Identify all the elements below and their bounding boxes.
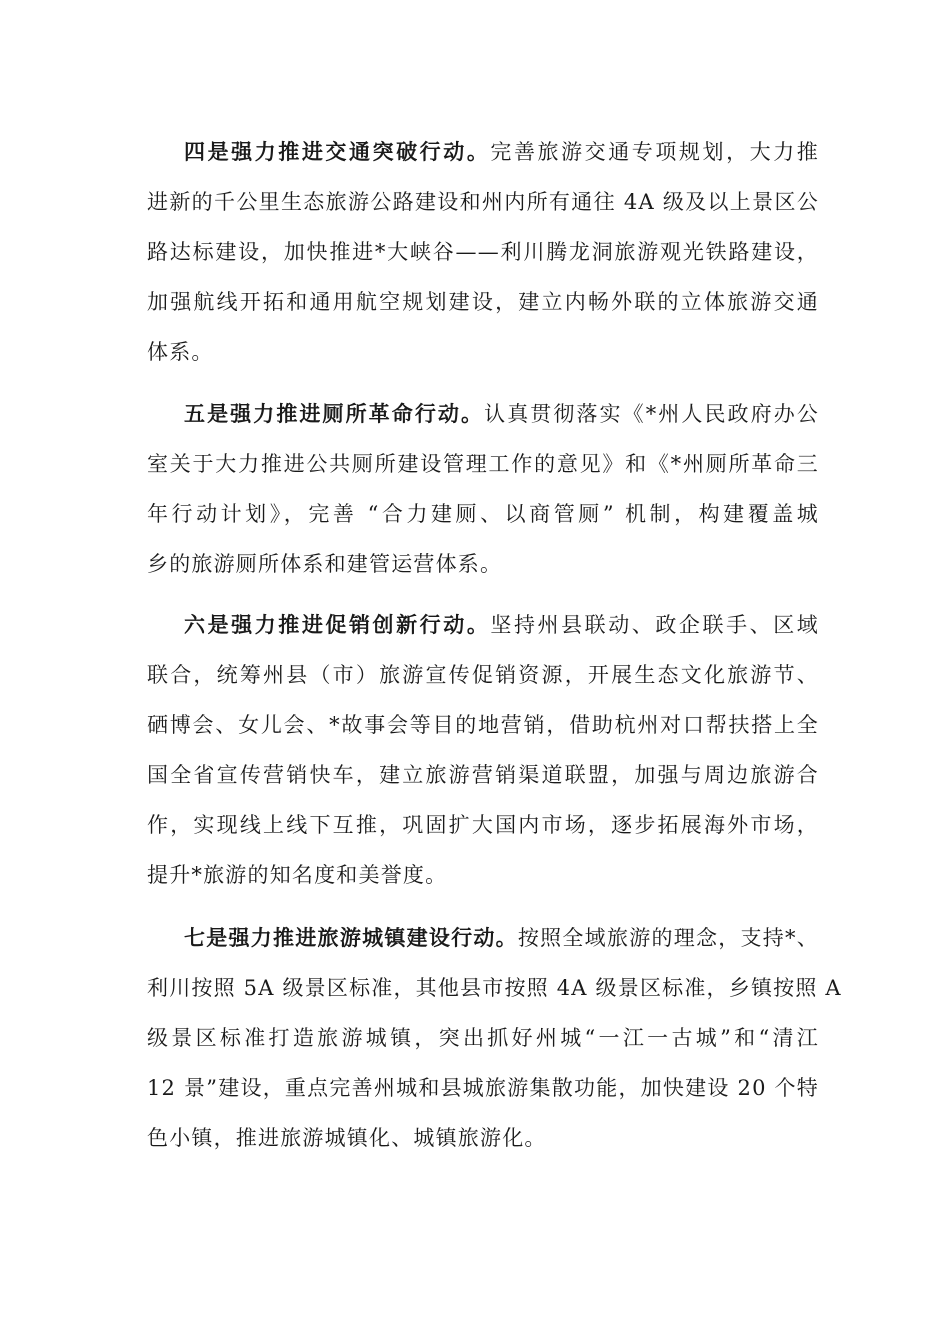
paragraph-line: 利川按照 5A 级景区标准，其他县市按照 4A 级景区标准，乡镇按照 A (147, 976, 842, 1000)
paragraph-line: 七是强力推进旅游城镇建设行动。按照全域旅游的理念，支持*、 (184, 925, 819, 950)
paragraph-line: 提升*旅游的知名度和美誉度。 (147, 863, 448, 887)
paragraph-line: 年行动计划》，完善 “合力建厕、以商管厕” 机制，构建覆盖城 (147, 502, 819, 526)
paragraph-line: 国全省宣传营销快车，建立旅游营销渠道联盟，加强与周边旅游合 (147, 763, 819, 787)
paragraph-line: 进新的千公里生态旅游公路建设和州内所有通往 4A 级及以上景区公 (147, 190, 819, 214)
paragraph-line: 作，实现线上线下互推，巩固扩大国内市场，逐步拓展海外市场， (147, 813, 819, 837)
paragraph-lead: 七是强力推进旅游城镇建设行动。 (184, 925, 518, 950)
paragraph-line: 室关于大力推进公共厕所建设管理工作的意见》和《*州厕所革命三 (147, 452, 819, 476)
paragraph-line: 加强航线开拓和通用航空规划建设，建立内畅外联的立体旅游交通 (147, 290, 819, 314)
paragraph-line: 12 景”建设，重点完善州城和县城旅游集散功能，加快建设 20 个特 (147, 1076, 819, 1100)
paragraph-line: 乡的旅游厕所体系和建管运营体系。 (147, 552, 503, 576)
paragraph-line: 硒博会、女儿会、*故事会等目的地营销，借助杭州对口帮扶搭上全 (147, 713, 819, 737)
paragraph-promotion (147, 600, 819, 900)
paragraph-line: 路达标建设，加快推进*大峡谷——利川腾龙洞旅游观光铁路建设， (147, 240, 819, 264)
paragraph-line: 体系。 (147, 340, 214, 364)
paragraph-lead: 六是强力推进促销创新行动。 (184, 612, 491, 637)
paragraph-transport (147, 127, 819, 377)
paragraph-line: 色小镇，推进旅游城镇化、城镇旅游化。 (147, 1126, 547, 1150)
paragraph-line: 五是强力推进厕所革命行动。认真贯彻落实《*州人民政府办公 (184, 401, 819, 426)
paragraph-town-building (147, 913, 842, 1163)
paragraph-toilet (147, 389, 819, 589)
paragraph-line: 级景区标准打造旅游城镇，突出抓好州城“一江一古城”和“清江 (147, 1026, 819, 1050)
paragraph-lead: 四是强力推进交通突破行动。 (184, 139, 491, 164)
paragraph-line: 联合，统筹州县（市）旅游宣传促销资源，开展生态文化旅游节、 (147, 663, 819, 687)
paragraph-lead: 五是强力推进厕所革命行动。 (184, 401, 485, 426)
paragraph-line: 四是强力推进交通突破行动。完善旅游交通专项规划，大力推 (184, 139, 819, 164)
paragraph-line: 六是强力推进促销创新行动。坚持州县联动、政企联手、区域 (184, 612, 819, 637)
